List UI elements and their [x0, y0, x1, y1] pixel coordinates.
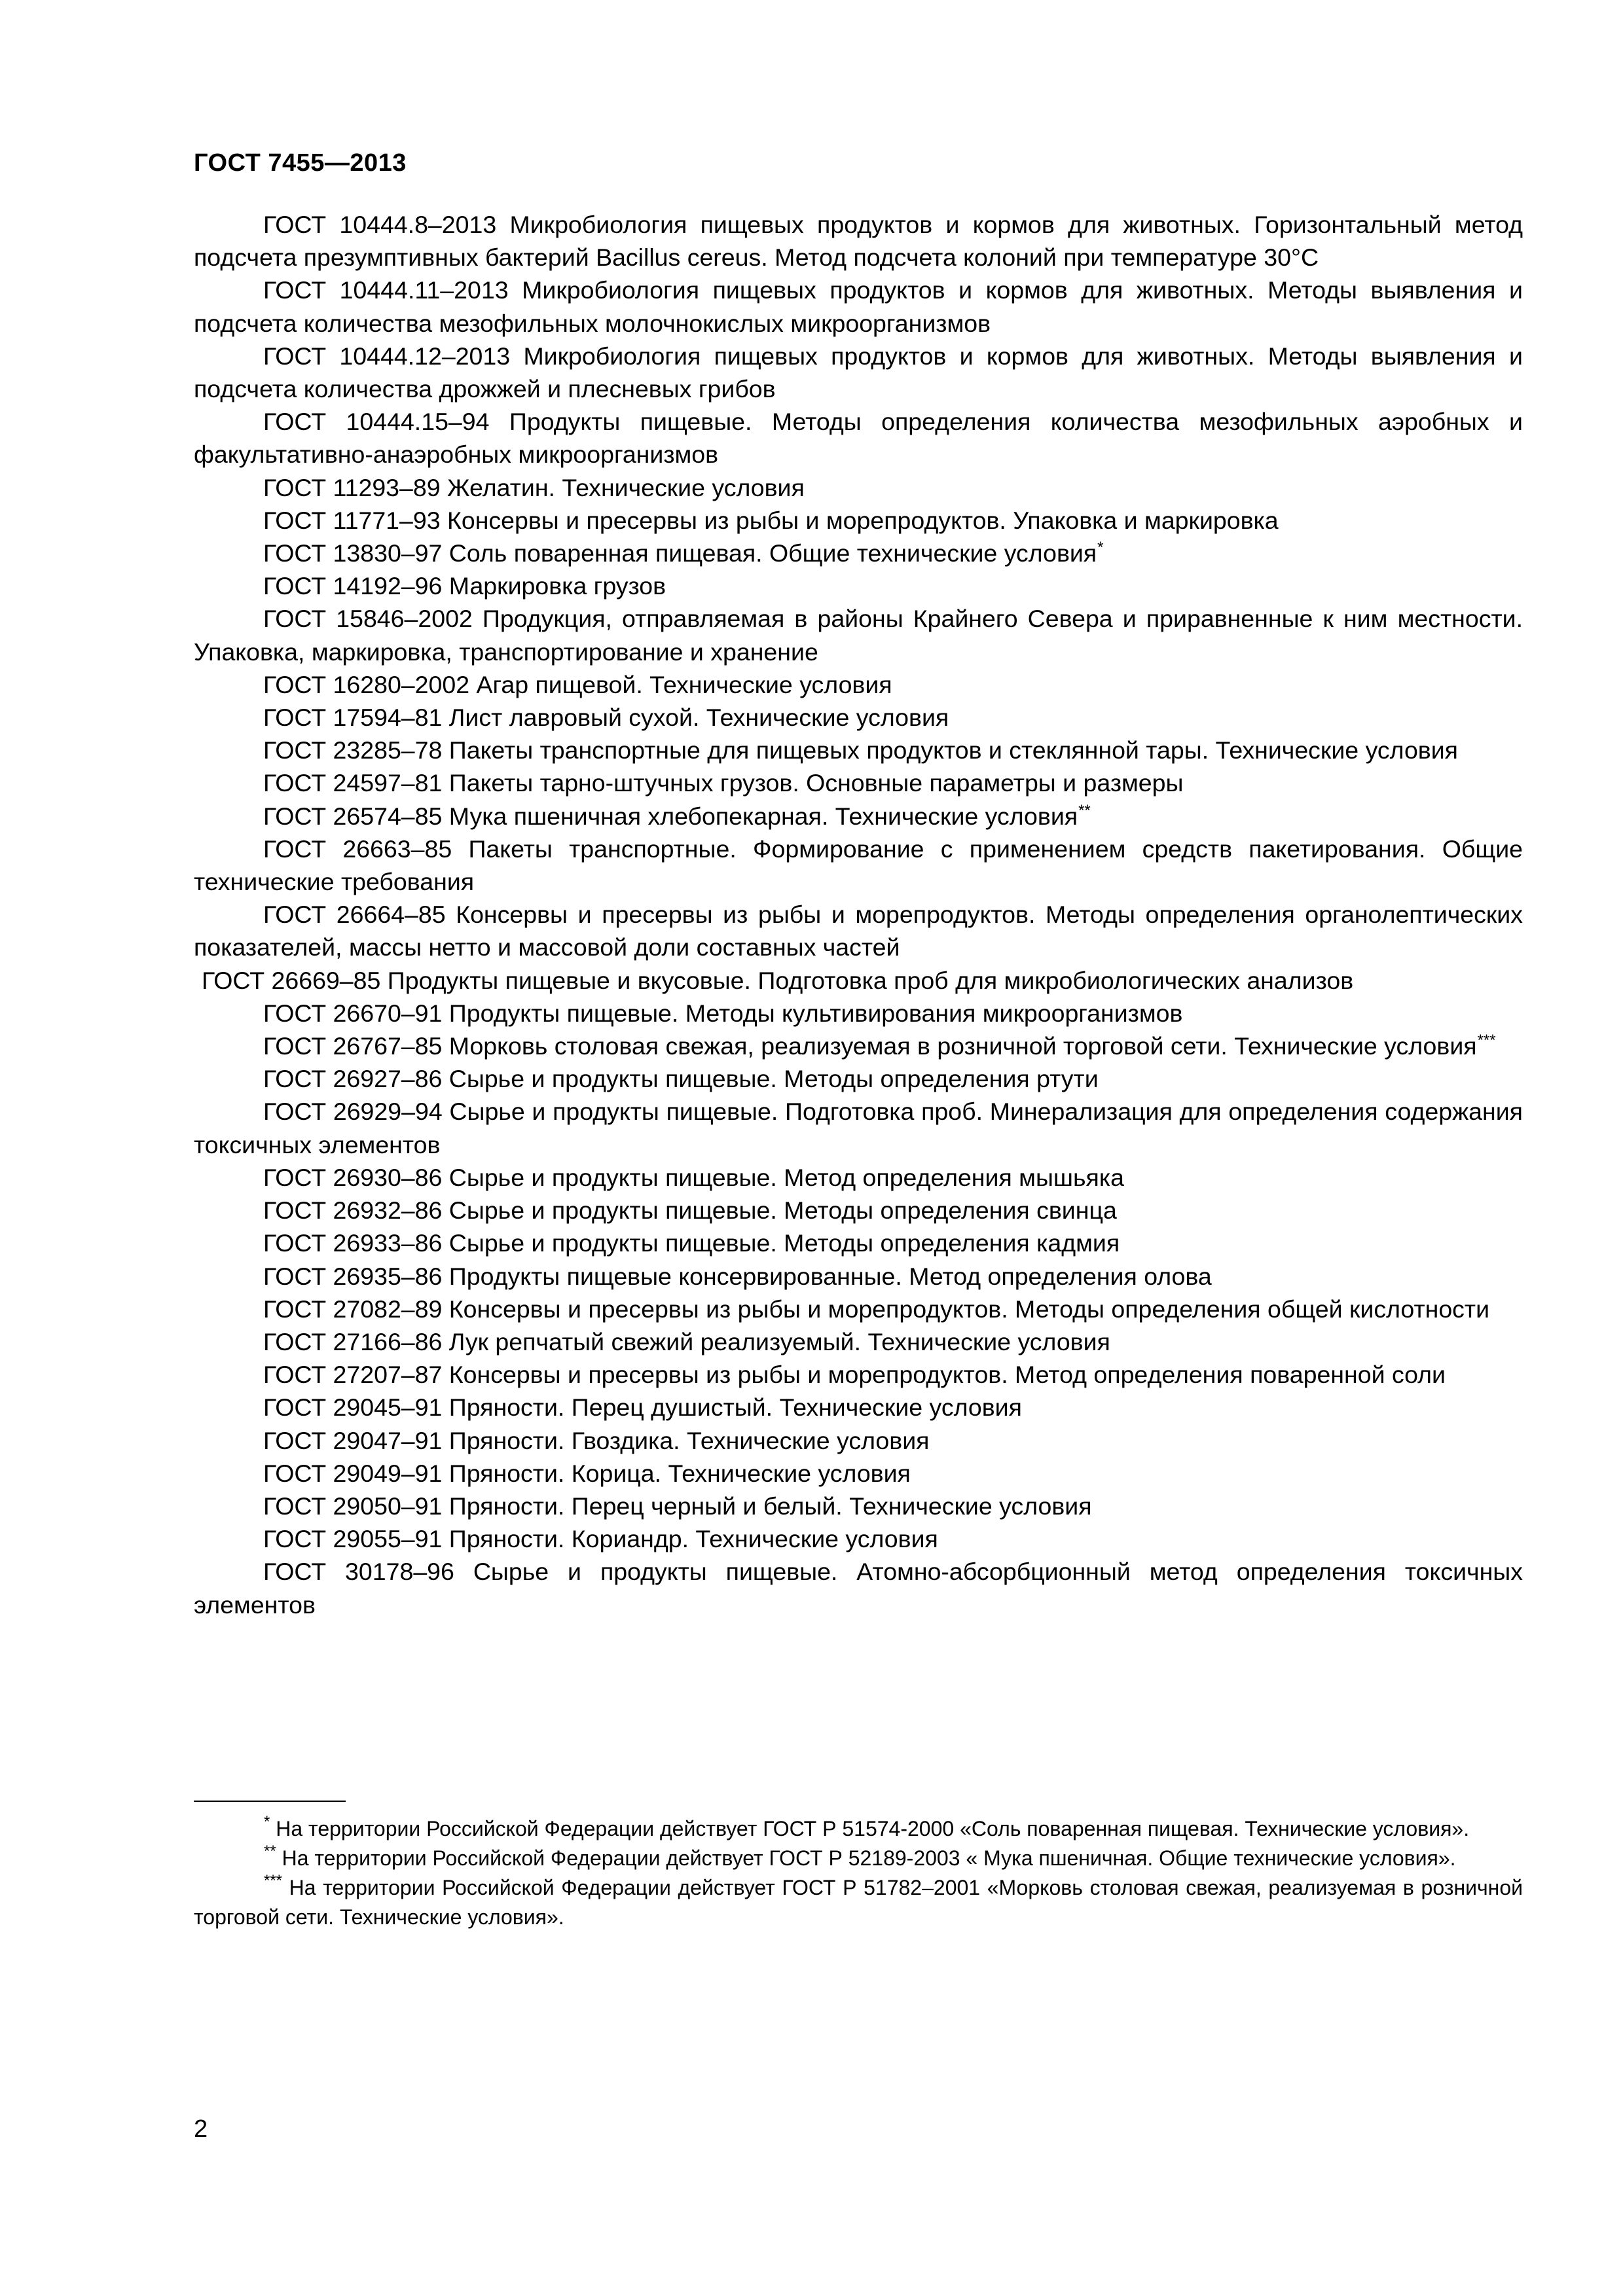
reference-text: ГОСТ 26930–86 Сырье и продукты пищевые. Метод определения мышьяка	[263, 1163, 1124, 1191]
reference-item	[194, 471, 1523, 504]
reference-text: ГОСТ 26933–86 Сырье и продукты пищевые. Методы определения кадмия	[263, 1229, 1120, 1257]
reference-text: ГОСТ 10444.12–2013 Микробиология пищевых продуктов и кормов для животных. Методы выявления и подсчета количества дрожжей и плесневых грибов	[194, 342, 1523, 403]
footnote-mark: *	[264, 1813, 270, 1831]
reference-text: ГОСТ 27166–86 Лук репчатый свежий реализуемый. Технические условия	[263, 1327, 1110, 1355]
reference-item	[194, 898, 1523, 963]
reference-item	[194, 766, 1523, 799]
reference-text: ГОСТ 10444.15–94 Продукты пищевые. Методы определения количества мезофильных аэробных и факультативно-анаэробных микроорганизмов	[194, 408, 1523, 469]
reference-item	[194, 1555, 1523, 1621]
reference-text: ГОСТ 26927–86 Сырье и продукты пищевые. Методы определения ртути	[263, 1065, 1099, 1093]
footnote-item	[194, 1844, 1523, 1873]
reference-text: ГОСТ 10444.8–2013 Микробиология пищевых продуктов и кормов для животных. Горизонтальный метод подсчета презумптивных бактерий Bacillus cereus. Метод подсчета колоний при температуре 30°С	[194, 211, 1523, 272]
reference-text: ГОСТ 26574–85 Мука пшеничная хлебопекарная. Технические условия	[263, 802, 1078, 830]
footnote-text: На территории Российской Федерации действует ГОСТ Р 51574-2000 «Соль поваренная пищевая. Технические условия».	[270, 1817, 1470, 1840]
reference-item	[194, 602, 1523, 668]
reference-text: ГОСТ 26663–85 Пакеты транспортные. Формирование с применением средств пакетирования. Общие технические требования	[194, 834, 1523, 896]
reference-item	[194, 340, 1523, 405]
reference-item	[194, 997, 1523, 1030]
reference-text: ГОСТ 24597–81 Пакеты тарно-штучных грузов. Основные параметры и размеры	[263, 769, 1184, 797]
reference-text: ГОСТ 26767–85 Морковь столовая свежая, реализуемая в розничной торговой сети. Технические условия	[263, 1032, 1477, 1060]
reference-item	[194, 1260, 1523, 1293]
reference-text: ГОСТ 27082–89 Консервы и пресервы из рыбы и морепродуктов. Методы определения общей кислотности	[263, 1295, 1490, 1323]
reference-item	[194, 1161, 1523, 1194]
reference-text: ГОСТ 11771–93 Консервы и пресервы из рыбы и морепродуктов. Упаковка и маркировка	[263, 506, 1279, 534]
reference-text: ГОСТ 29050–91 Пряности. Перец черный и белый. Технические условия	[263, 1492, 1092, 1520]
reference-text: ГОСТ 26669–85 Продукты пищевые и вкусовые. Подготовка проб для микробиологических анализов	[202, 966, 1354, 994]
footnote-text: На территории Российской Федерации действует ГОСТ Р 52189-2003 « Мука пшеничная. Общие технические условия».	[276, 1846, 1456, 1870]
reference-text: ГОСТ 26935–86 Продукты пищевые консервированные. Метод определения олова	[263, 1262, 1212, 1290]
reference-text: ГОСТ 15846–2002 Продукция, отправляемая в районы Крайнего Севера и приравненные к ним местности. Упаковка, маркировка, транспортирование и хранение	[194, 605, 1523, 666]
footnote-mark: ***	[264, 1872, 283, 1890]
footnote-separator	[194, 1801, 346, 1802]
reference-text: ГОСТ 17594–81 Лист лавровый сухой. Технические условия	[263, 704, 949, 732]
footnote-item	[194, 1873, 1523, 1932]
reference-text: ГОСТ 29047–91 Пряности. Гвоздика. Технические условия	[263, 1426, 930, 1454]
reference-item	[194, 537, 1523, 569]
reference-text: ГОСТ 14192–96 Маркировка грузов	[263, 572, 666, 600]
reference-text: ГОСТ 26670–91 Продукты пищевые. Методы культивирования микроорганизмов	[263, 999, 1183, 1027]
reference-text: ГОСТ 30178–96 Сырье и продукты пищевые. Атомно-абсорбционный метод определения токсичных элементов	[194, 1558, 1523, 1619]
reference-item	[194, 1424, 1523, 1457]
reference-item	[194, 1391, 1523, 1424]
reference-text: ГОСТ 27207–87 Консервы и пресервы из рыбы и морепродуктов. Метод определения поваренной соли	[263, 1361, 1446, 1389]
reference-item	[194, 1522, 1523, 1555]
reference-item	[194, 569, 1523, 602]
document-header: ГОСТ 7455—2013	[194, 149, 407, 177]
reference-item	[194, 1194, 1523, 1227]
reference-text: ГОСТ 29049–91 Пряности. Корица. Технические условия	[263, 1459, 911, 1487]
footnote-mark: *	[1097, 539, 1104, 557]
reference-item	[194, 701, 1523, 734]
reference-item	[194, 1457, 1523, 1490]
reference-item	[194, 668, 1523, 701]
reference-item	[194, 1030, 1523, 1062]
reference-item	[194, 1293, 1523, 1325]
reference-item	[194, 208, 1523, 274]
reference-item	[194, 274, 1523, 339]
reference-item	[194, 1490, 1523, 1522]
reference-text: ГОСТ 23285–78 Пакеты транспортные для пищевых продуктов и стеклянной тары. Технические условия	[263, 736, 1458, 764]
reference-text: ГОСТ 26932–86 Сырье и продукты пищевые. Методы определения свинца	[263, 1196, 1117, 1225]
footnote-mark: **	[264, 1842, 276, 1860]
footnotes-list	[194, 1814, 1523, 1932]
reference-item	[194, 1358, 1523, 1391]
reference-text: ГОСТ 16280–2002 Агар пищевой. Технические условия	[263, 670, 892, 698]
reference-item	[194, 1095, 1523, 1160]
reference-item	[194, 833, 1523, 898]
references-list	[194, 208, 1523, 1621]
reference-text: ГОСТ 26929–94 Сырье и продукты пищевые. Подготовка проб. Минерализация для определения содержания токсичных элементов	[194, 1098, 1523, 1158]
reference-item	[194, 964, 1523, 997]
reference-text: ГОСТ 10444.11–2013 Микробиология пищевых продуктов и кормов для животных. Методы выявления и подсчета количества мезофильных молочнокислых микроорганизмов	[194, 276, 1523, 337]
footnote-mark: **	[1078, 801, 1091, 819]
footnote-item	[194, 1814, 1523, 1844]
reference-text: ГОСТ 13830–97 Соль поваренная пищевая. Общие технические условия	[263, 539, 1097, 567]
reference-item	[194, 1325, 1523, 1358]
footnote-text: На территории Российской Федерации действует ГОСТ Р 51782–2001 «Морковь столовая свежая, реализуемая в розничной торговой сети. Технические условия».	[194, 1876, 1523, 1929]
reference-item	[194, 800, 1523, 833]
reference-item	[194, 1227, 1523, 1259]
reference-item	[194, 504, 1523, 537]
reference-item	[194, 1062, 1523, 1095]
reference-item	[194, 405, 1523, 471]
footnote-mark: ***	[1477, 1031, 1496, 1050]
reference-text: ГОСТ 26664–85 Консервы и пресервы из рыбы и морепродуктов. Методы определения органолептических показателей, массы нетто и массовой доли составных частей	[194, 901, 1523, 961]
reference-text: ГОСТ 29045–91 Пряности. Перец душистый. Технические условия	[263, 1393, 1022, 1422]
reference-item	[194, 734, 1523, 766]
reference-text: ГОСТ 29055–91 Пряности. Кориандр. Технические условия	[263, 1525, 938, 1553]
page-number: 2	[194, 2115, 208, 2143]
reference-text: ГОСТ 11293–89 Желатин. Технические условия	[263, 473, 805, 501]
